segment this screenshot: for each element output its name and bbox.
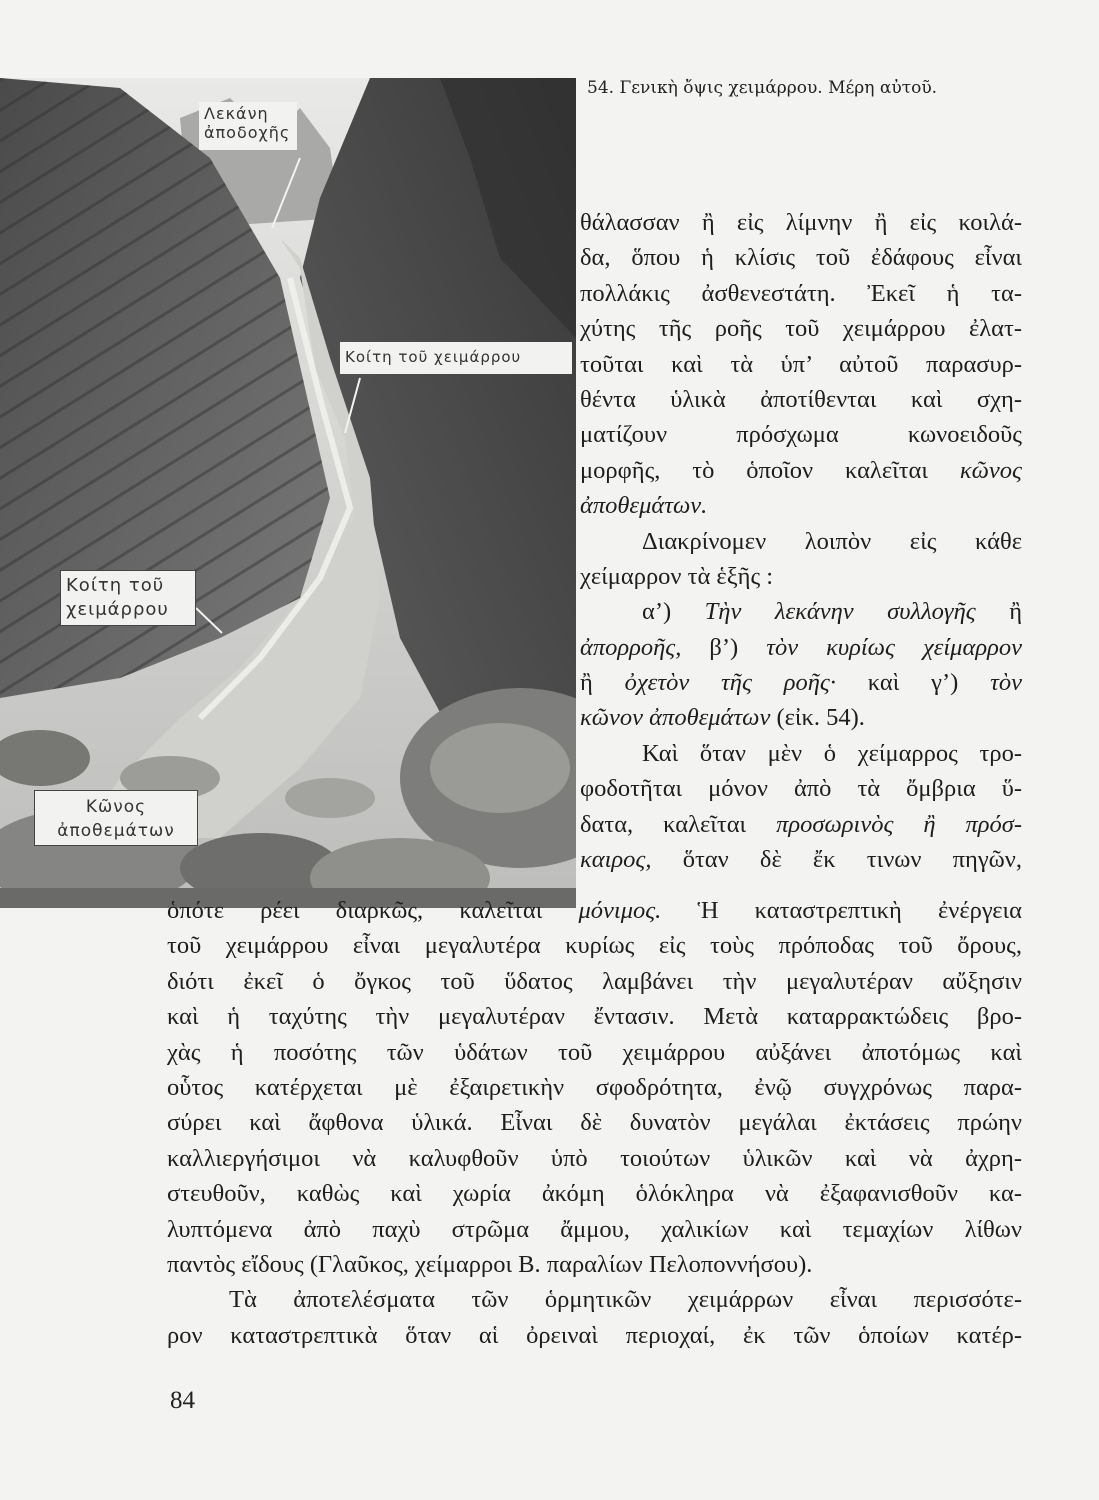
text-line: τοῦται καὶ τὰ ὑπ’ αὐτοῦ παρασυρ-	[580, 350, 1022, 378]
text-segment: μορφῆς, τὸ ὁποῖον καλεῖται	[580, 456, 960, 484]
text-line	[580, 842, 1022, 877]
text-segment: καὶ γ’)	[835, 669, 991, 697]
label-cone-line2: ἀποθεμάτων	[57, 821, 175, 841]
text-line: σύρει καὶ ἄφθονα ὑλικά. Εἶναι δὲ δυνατὸν μεγάλαι ἐκτάσεις πρώην	[167, 1109, 1022, 1137]
text-line: καλλιεργήσιμοι νὰ καλυφθοῦν ὑπὸ τοιούτων ὑλικῶν καὶ νὰ ἀχρη-	[167, 1144, 1022, 1172]
text-line: Καὶ ὅταν μὲν ὁ χείμαρρος τρο-	[642, 739, 1022, 767]
text-line	[580, 594, 1022, 629]
text-italic: κῶνος	[959, 456, 1022, 484]
text-segment: (εἰκ. 54).	[770, 704, 865, 732]
text-line	[580, 807, 1022, 842]
label-basin-line1: Λεκάνη	[204, 104, 269, 123]
text-segment: ὅταν δὲ ἔκ τινων πηγῶν,	[651, 846, 1022, 874]
text-line: Διακρίνομεν λοιπὸν εἰς κάθε	[642, 527, 1022, 555]
label-basin-line2: ἀποδοχῆς	[204, 123, 291, 142]
label-channel-left-line2: χειμάρρου	[66, 599, 169, 620]
label-basin	[199, 102, 297, 150]
label-channel-left	[60, 570, 196, 626]
text-italic: κῶνον ἀποθεμάτων	[580, 704, 771, 732]
text-italic: μόνιμος.	[578, 897, 662, 924]
text-line: οὗτος κατέρχεται μὲ ἐξαιρετικὴν σφοδρότητα, ἐνῷ συγχρόνως παρα-	[167, 1073, 1022, 1101]
side-column-text	[580, 205, 1022, 877]
text-line: θάλασσαν ἢ εἰς λίμνην ἢ εἰς κοιλά-	[580, 209, 1022, 236]
text-line: ρον καταστρεπτικὰ ὅταν αἱ ὀρειναὶ περιοχαί, ἐκ τῶν ὁποίων κατέρ-	[167, 1321, 1022, 1349]
text-italic: ἀπορροῆς,	[580, 633, 682, 661]
text-line: δα, ὅπου ἡ κλίσις τοῦ ἐδάφους εἶναι	[580, 244, 1022, 272]
text-line: χὰς ἡ ποσότης τῶν ὑδάτων τοῦ χειμάρρου αὐξάνει ἀποτόμως καὶ	[167, 1038, 1022, 1066]
text-line: θέντα ὑλικὰ ἀποτίθενται καὶ σχη-	[580, 385, 1022, 413]
label-channel-left-line1: Κοίτη τοῦ	[66, 575, 165, 596]
text-line: χείμαρρον τὰ ἑξῆς :	[580, 562, 774, 590]
figure-caption: 54. Γενικὴ ὄψις χειμάρρου. Μέρη αὐτοῦ.	[587, 78, 938, 98]
label-cone-line1: Κῶνος	[85, 797, 147, 817]
text-italic: Τὴν λεκάνην συλλογῆς	[704, 598, 976, 626]
text-line: διότι ἐκεῖ ὁ ὄγκος τοῦ ὕδατος λαμβάνει τὴν μεγαλυτέραν αὔξησιν	[167, 967, 1022, 995]
text-segment: β’)	[681, 633, 767, 661]
text-line: λυπτόμενα ἀπὸ παχὺ στρῶμα ἄμμου, χαλικίων καὶ τεμαχίων λίθων	[167, 1215, 1022, 1243]
text-italic: καιρος,	[580, 846, 652, 874]
text-segment: Ἡ καταστρεπτικὴ ἐνέργεια	[661, 897, 1022, 924]
text-segment: α’)	[642, 598, 705, 626]
text-italic: τὸν	[990, 669, 1023, 697]
text-line: φοδοτῆται μόνον ἀπὸ τὰ ὄμβρια ὕ-	[580, 775, 1022, 803]
text-line: χύτης τῆς ροῆς τοῦ χειμάρρου ἐλατ-	[580, 315, 1022, 343]
text-line: καὶ ἡ ταχύτης τὴν μεγαλυτέραν ἔντασιν. Μετὰ καταρρακτώδεις βρο-	[167, 1003, 1022, 1031]
text-segment: δατα, καλεῖται	[580, 810, 777, 838]
text-line	[167, 893, 1022, 928]
torrent-photo	[0, 78, 576, 908]
text-italic: τὸν κυρίως χείμαρρον	[766, 633, 1022, 661]
full-width-text	[167, 893, 1022, 1353]
text-line	[580, 453, 1022, 488]
text-segment: ἢ	[975, 598, 1023, 626]
text-line: πολλάκις ἀσθενεστάτη. Ἐκεῖ ἡ τα-	[580, 279, 1022, 307]
text-line: παντὸς εἴδους (Γλαῦκος, χείμαρροι Β. παραλίων Πελοποννήσου).	[167, 1250, 813, 1278]
page-number: 84	[170, 1387, 195, 1414]
text-italic: ὀχετὸν τῆς ροῆς·	[624, 669, 836, 697]
text-line: στευθοῦν, καθὼς καὶ χωρία ἀκόμη ὁλόκληρα νὰ ἐξαφανισθοῦν κα-	[167, 1180, 1022, 1208]
text-segment: ἢ	[580, 669, 625, 697]
label-channel-top: Κοίτη τοῦ χειμάρρου	[340, 342, 572, 374]
text-line: Τὰ ἀποτελέσματα τῶν ὁρμητικῶν χειμάρρων εἶναι περισσότε-	[229, 1286, 1022, 1314]
text-line	[580, 630, 1022, 665]
torrent-photo-drawing	[0, 78, 576, 908]
text-line: τοῦ χειμάρρου εἶναι μεγαλυτέρα κυρίως εἰς τοὺς πρόποδας τοῦ ὄρους,	[167, 932, 1022, 960]
text-segment: ὁπότε ρέει διαρκῶς, καλεῖται	[167, 897, 579, 924]
text-line: ματίζουν πρόσχωμα κωνοειδοῦς	[580, 421, 1022, 449]
text-italic: προσωρινὸς ἢ πρόσ-	[776, 810, 1022, 838]
label-cone	[34, 790, 198, 846]
text-line: ἀποθεμάτων.	[580, 492, 708, 520]
text-line	[580, 665, 1022, 700]
text-line	[580, 700, 1022, 735]
